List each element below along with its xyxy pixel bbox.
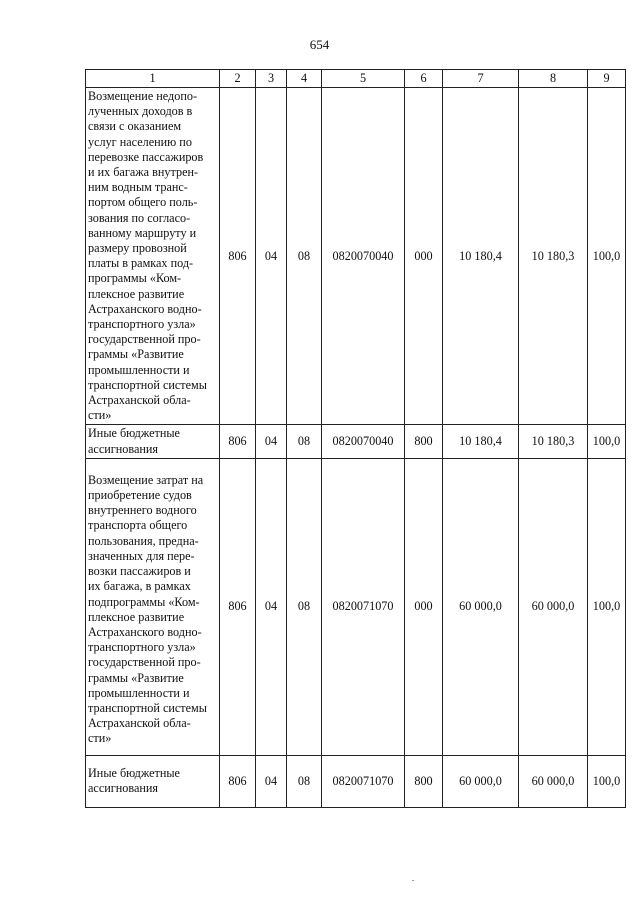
expense-type-cell: 800	[405, 425, 443, 458]
header-row	[86, 70, 626, 88]
header-cell: 2	[220, 70, 256, 88]
description-line: внутреннего водного	[88, 503, 197, 518]
expense-type-cell: 000	[405, 88, 443, 425]
header-cell: 1	[86, 70, 220, 88]
target-article-cell: 0820070040	[322, 425, 405, 458]
description-line: значенных для пере-	[88, 548, 195, 563]
description-cell	[86, 88, 220, 425]
description-line: их багажа, в рамках	[88, 579, 191, 594]
description-line: Возмещение недопо-	[88, 89, 198, 103]
description-line: промышленности и	[88, 362, 190, 377]
expense-type-cell: 800	[405, 755, 443, 807]
description-line: граммы «Развитие	[88, 347, 184, 362]
description-line: промышленности и	[88, 685, 190, 700]
description-line: связи с оказанием	[88, 119, 182, 134]
section-cell: 04	[256, 458, 287, 755]
section-cell: 04	[256, 755, 287, 807]
expense-type-cell: 000	[405, 458, 443, 755]
description-line: зования по согласо-	[88, 210, 191, 225]
actual-amount-cell: 10 180,3	[519, 425, 588, 458]
planned-amount-cell: 10 180,4	[443, 425, 519, 458]
description-cell	[86, 755, 220, 807]
description-line: плексное развитие	[88, 609, 185, 624]
section-cell: 04	[256, 88, 287, 425]
description-line: Астраханской обла-	[88, 393, 191, 408]
percent-cell: 100,0	[588, 88, 626, 425]
budget-table	[85, 69, 626, 808]
target-article-cell: 0820070040	[322, 88, 405, 425]
description-line: государственной про-	[88, 332, 201, 347]
description-line: приобретение судов	[88, 488, 192, 503]
table-row	[86, 755, 626, 807]
description-line: ним водным транс-	[88, 180, 188, 195]
description-line: подпрограммы «Ком-	[88, 594, 200, 609]
planned-amount-cell: 60 000,0	[443, 458, 519, 755]
description-line: Возмещение затрат на	[88, 472, 204, 487]
actual-amount-cell: 10 180,3	[519, 88, 588, 425]
description-line: граммы «Развитие	[88, 670, 184, 685]
description-line: транспортного узла»	[88, 640, 196, 655]
description-cell	[86, 425, 220, 458]
description-line: ассигнования	[88, 781, 159, 796]
description-line: сти»	[88, 408, 112, 423]
description-line: платы в рамках под-	[88, 256, 194, 271]
header-cell: 7	[443, 70, 519, 88]
description-line: Иные бюджетные	[88, 426, 180, 441]
description-line: лученных доходов в	[88, 104, 193, 119]
description-line: Астраханской обла-	[88, 716, 191, 731]
header-cell: 5	[322, 70, 405, 88]
scan-speck	[412, 880, 414, 881]
header-cell: 6	[405, 70, 443, 88]
description-line: ванному маршруту и	[88, 225, 197, 240]
percent-cell: 100,0	[588, 755, 626, 807]
planned-amount-cell: 60 000,0	[443, 755, 519, 807]
section-cell: 04	[256, 425, 287, 458]
subsection-cell: 08	[287, 88, 322, 425]
header-cell: 4	[287, 70, 322, 88]
description-line: и их багажа внутрен-	[88, 165, 199, 180]
description-line: размеру провозной	[88, 241, 187, 256]
description-line: транспортного узла»	[88, 317, 196, 332]
admin-code-cell: 806	[220, 425, 256, 458]
header-cell: 8	[519, 70, 588, 88]
description-cell	[86, 458, 220, 755]
description-line: транспортной системы	[88, 700, 207, 715]
admin-code-cell: 806	[220, 755, 256, 807]
admin-code-cell: 806	[220, 458, 256, 755]
description-line: сти»	[88, 731, 112, 746]
description-line: Астраханского водно-	[88, 624, 202, 639]
percent-cell: 100,0	[588, 425, 626, 458]
target-article-cell: 0820071070	[322, 755, 405, 807]
description-line: Иные бюджетные	[88, 766, 180, 781]
description-line: транспортной системы	[88, 377, 207, 392]
page-number: 654	[309, 37, 330, 52]
description-line: Астраханского водно-	[88, 301, 202, 316]
description-line: программы «Ком-	[88, 271, 182, 286]
description-line: транспорта общего	[88, 518, 188, 533]
description-line: пользования, предна-	[88, 533, 199, 548]
target-article-cell: 0820071070	[322, 458, 405, 755]
planned-amount-cell: 10 180,4	[443, 88, 519, 425]
description-line: ассигнования	[88, 441, 159, 456]
percent-cell: 100,0	[588, 458, 626, 755]
actual-amount-cell: 60 000,0	[519, 458, 588, 755]
table-row	[86, 458, 626, 755]
description-line: портом общего поль-	[88, 195, 198, 210]
subsection-cell: 08	[287, 755, 322, 807]
subsection-cell: 08	[287, 458, 322, 755]
table-row	[86, 88, 626, 425]
actual-amount-cell: 60 000,0	[519, 755, 588, 807]
description-line: плексное развитие	[88, 286, 185, 301]
admin-code-cell: 806	[220, 88, 256, 425]
description-line: перевозке пассажиров	[88, 149, 204, 164]
subsection-cell: 08	[287, 425, 322, 458]
table-row	[86, 425, 626, 458]
description-line: государственной про-	[88, 655, 201, 670]
header-cell: 9	[588, 70, 626, 88]
description-line: услуг населению по	[88, 134, 192, 149]
header-cell: 3	[256, 70, 287, 88]
description-line: возки пассажиров и	[88, 564, 191, 579]
